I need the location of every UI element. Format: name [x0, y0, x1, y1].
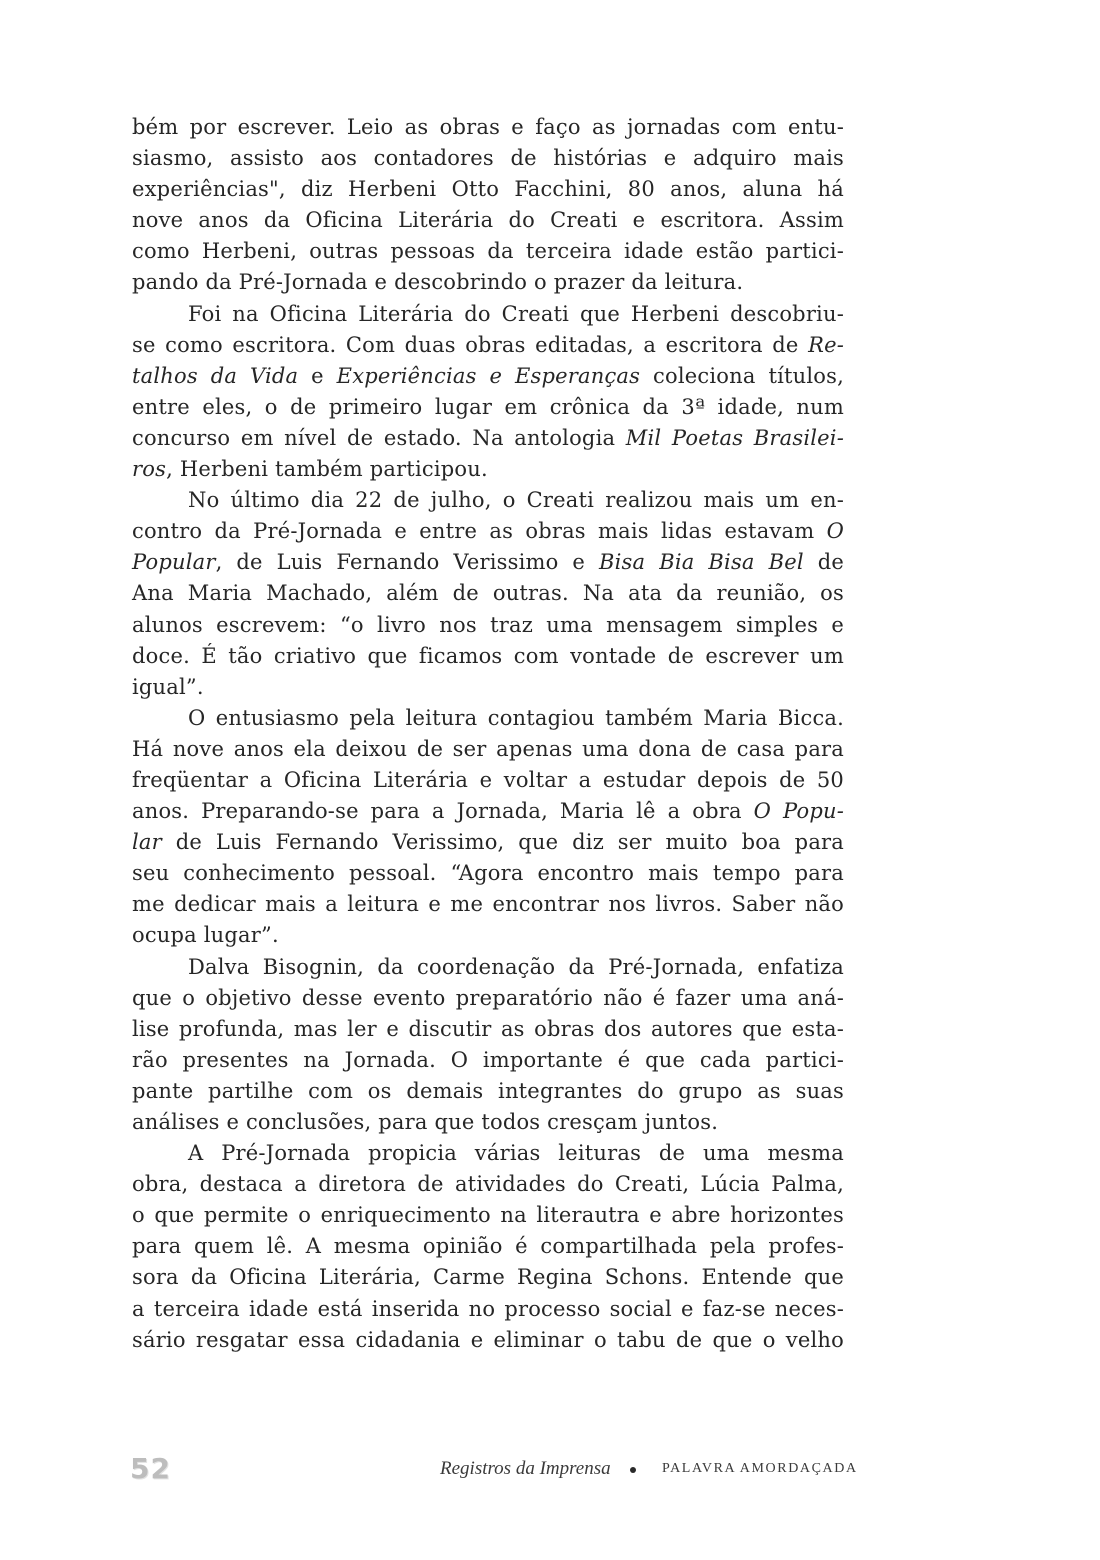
text-line	[132, 796, 844, 827]
text-line	[132, 1014, 844, 1045]
text-segment: entre eles, o de primeiro lugar em crônica da 3ª idade, num	[132, 394, 844, 419]
text-segment: experiências", diz Herbeni Otto Facchini, 80 anos, aluna há	[132, 177, 844, 202]
italic-title-text: Re-	[808, 332, 844, 357]
text-segment: concurso em nível de estado. Na antologia	[132, 425, 626, 450]
page-number: 52	[130, 1452, 171, 1485]
text-segment: o que permite o enriquecimento na literautra e abre horizontes	[132, 1203, 844, 1228]
text-segment: doce. É tão criativo que ficamos com vontade de escrever um	[132, 643, 844, 668]
text-line	[132, 1231, 844, 1262]
text-segment: seu conhecimento pessoal. “Agora encontro mais tempo para	[132, 861, 844, 886]
text-line	[132, 112, 844, 143]
text-line	[132, 1045, 844, 1076]
text-segment: O entusiasmo pela leitura contagiou também Maria Bicca.	[188, 705, 844, 730]
text-segment: sário resgatar essa cidadania e eliminar o tabu de que o velho	[132, 1327, 844, 1352]
text-line	[132, 392, 844, 423]
text-segment: freqüentar a Oficina Literária e voltar a estudar depois de 50	[132, 767, 844, 792]
text-segment: e	[298, 363, 337, 388]
text-line	[132, 1169, 844, 1200]
text-line	[132, 827, 844, 858]
text-line	[132, 889, 844, 920]
italic-title-text: Mil Poetas Brasilei-	[625, 425, 844, 450]
text-line	[132, 983, 844, 1014]
text-segment: igual”.	[132, 674, 204, 699]
text-line	[132, 1107, 844, 1138]
text-segment: coleciona títulos,	[640, 363, 844, 388]
text-line	[132, 1138, 844, 1169]
bullet-separator-icon	[630, 1467, 636, 1473]
text-line	[132, 547, 844, 578]
text-segment: que o objetivo desse evento preparatório não é fazer uma aná-	[132, 985, 844, 1010]
italic-title-text: ros	[132, 457, 167, 482]
book-title: PALAVRA AMORDAÇADA	[662, 1461, 858, 1476]
italic-title-text: Popular	[132, 550, 216, 575]
text-segment: siasmo, assisto aos contadores de histórias e adquiro mais	[132, 146, 844, 171]
text-segment: se como escritora. Com duas obras editadas, a escritora de	[132, 332, 809, 357]
text-segment: ocupa lugar”.	[132, 923, 279, 948]
text-segment: pante partilhe com os demais integrantes do grupo as suas	[132, 1078, 844, 1103]
text-line	[132, 703, 844, 734]
text-line	[132, 578, 844, 609]
text-segment: Há nove anos ela deixou de ser apenas uma dona de casa para	[132, 736, 844, 761]
text-line	[132, 858, 844, 889]
body-text	[132, 112, 844, 1356]
text-line	[132, 610, 844, 641]
text-segment: me dedicar mais a leitura e me encontrar nos livros. Saber não	[132, 892, 844, 917]
text-segment: Dalva Bisognin, da coordenação da Pré-Jornada, enfatiza	[188, 954, 844, 979]
text-line	[132, 672, 844, 703]
text-line	[132, 267, 844, 298]
text-segment: alunos escrevem: “o livro nos traz uma mensagem simples e	[132, 612, 844, 637]
italic-title-text: lar	[132, 830, 162, 855]
text-line	[132, 454, 844, 485]
italic-title-text: O Popu-	[753, 799, 844, 824]
text-line	[132, 1262, 844, 1293]
text-segment: sora da Oficina Literária, Carme Regina Schons. Entende que	[132, 1265, 844, 1290]
text-segment: como Herbeni, outras pessoas da terceira idade estão partici-	[132, 239, 844, 264]
text-segment: anos. Preparando-se para a Jornada, Maria lê a obra	[132, 799, 754, 824]
text-line	[132, 330, 844, 361]
text-line	[132, 765, 844, 796]
text-line	[132, 1076, 844, 1107]
text-line	[132, 1294, 844, 1325]
text-segment: , Herbeni também participou.	[166, 457, 488, 482]
text-segment: Foi na Oficina Literária do Creati que Herbeni descobriu-	[188, 301, 844, 326]
text-line	[132, 952, 844, 983]
text-segment: lise profunda, mas ler e discutir as obras dos autores que esta-	[132, 1016, 844, 1041]
text-line	[132, 236, 844, 267]
text-segment: A Pré-Jornada propicia várias leituras de uma mesma	[188, 1141, 844, 1166]
text-segment: rão presentes na Jornada. O importante é que cada partici-	[132, 1047, 844, 1072]
text-segment: nove anos da Oficina Literária do Creati e escritora. Assim	[132, 208, 844, 233]
text-line	[132, 641, 844, 672]
text-line	[132, 423, 844, 454]
text-segment: contro da Pré-Jornada e entre as obras mais lidas estavam	[132, 519, 827, 544]
text-line	[132, 1325, 844, 1356]
italic-title-text: O	[826, 519, 844, 544]
text-segment: No último dia 22 de julho, o Creati realizou mais um en-	[188, 488, 844, 513]
text-segment: , de Luis Fernando Verissimo e	[215, 550, 599, 575]
italic-title-text: Bisa Bia Bisa Bel	[599, 550, 804, 575]
text-segment: de Luis Fernando Verissimo, que diz ser muito boa para	[161, 830, 844, 855]
text-line	[132, 143, 844, 174]
text-segment: pando da Pré-Jornada e descobrindo o prazer da leitura.	[132, 270, 744, 295]
italic-title-text: Experiências e Esperanças	[336, 363, 641, 388]
text-segment: de	[803, 550, 844, 575]
running-title: Registros da Imprensa	[440, 1458, 611, 1479]
text-line	[132, 734, 844, 765]
text-line	[132, 920, 844, 951]
page-footer	[0, 1450, 1100, 1490]
text-line	[132, 205, 844, 236]
text-line	[132, 299, 844, 330]
text-line	[132, 1200, 844, 1231]
text-segment: Ana Maria Machado, além de outras. Na ata da reunião, os	[132, 581, 844, 606]
text-segment: obra, destaca a diretora de atividades do Creati, Lúcia Palma,	[132, 1172, 844, 1197]
text-line	[132, 516, 844, 547]
text-line	[132, 485, 844, 516]
text-line	[132, 174, 844, 205]
text-segment: a terceira idade está inserida no processo social e faz-se neces-	[132, 1296, 844, 1321]
text-segment: bém por escrever. Leio as obras e faço as jornadas com entu-	[132, 115, 844, 139]
text-line	[132, 361, 844, 392]
text-segment: análises e conclusões, para que todos cresçam juntos.	[132, 1110, 719, 1134]
text-segment: para quem lê. A mesma opinião é compartilhada pela profes-	[132, 1234, 844, 1259]
italic-title-text: talhos da Vida	[132, 363, 299, 388]
